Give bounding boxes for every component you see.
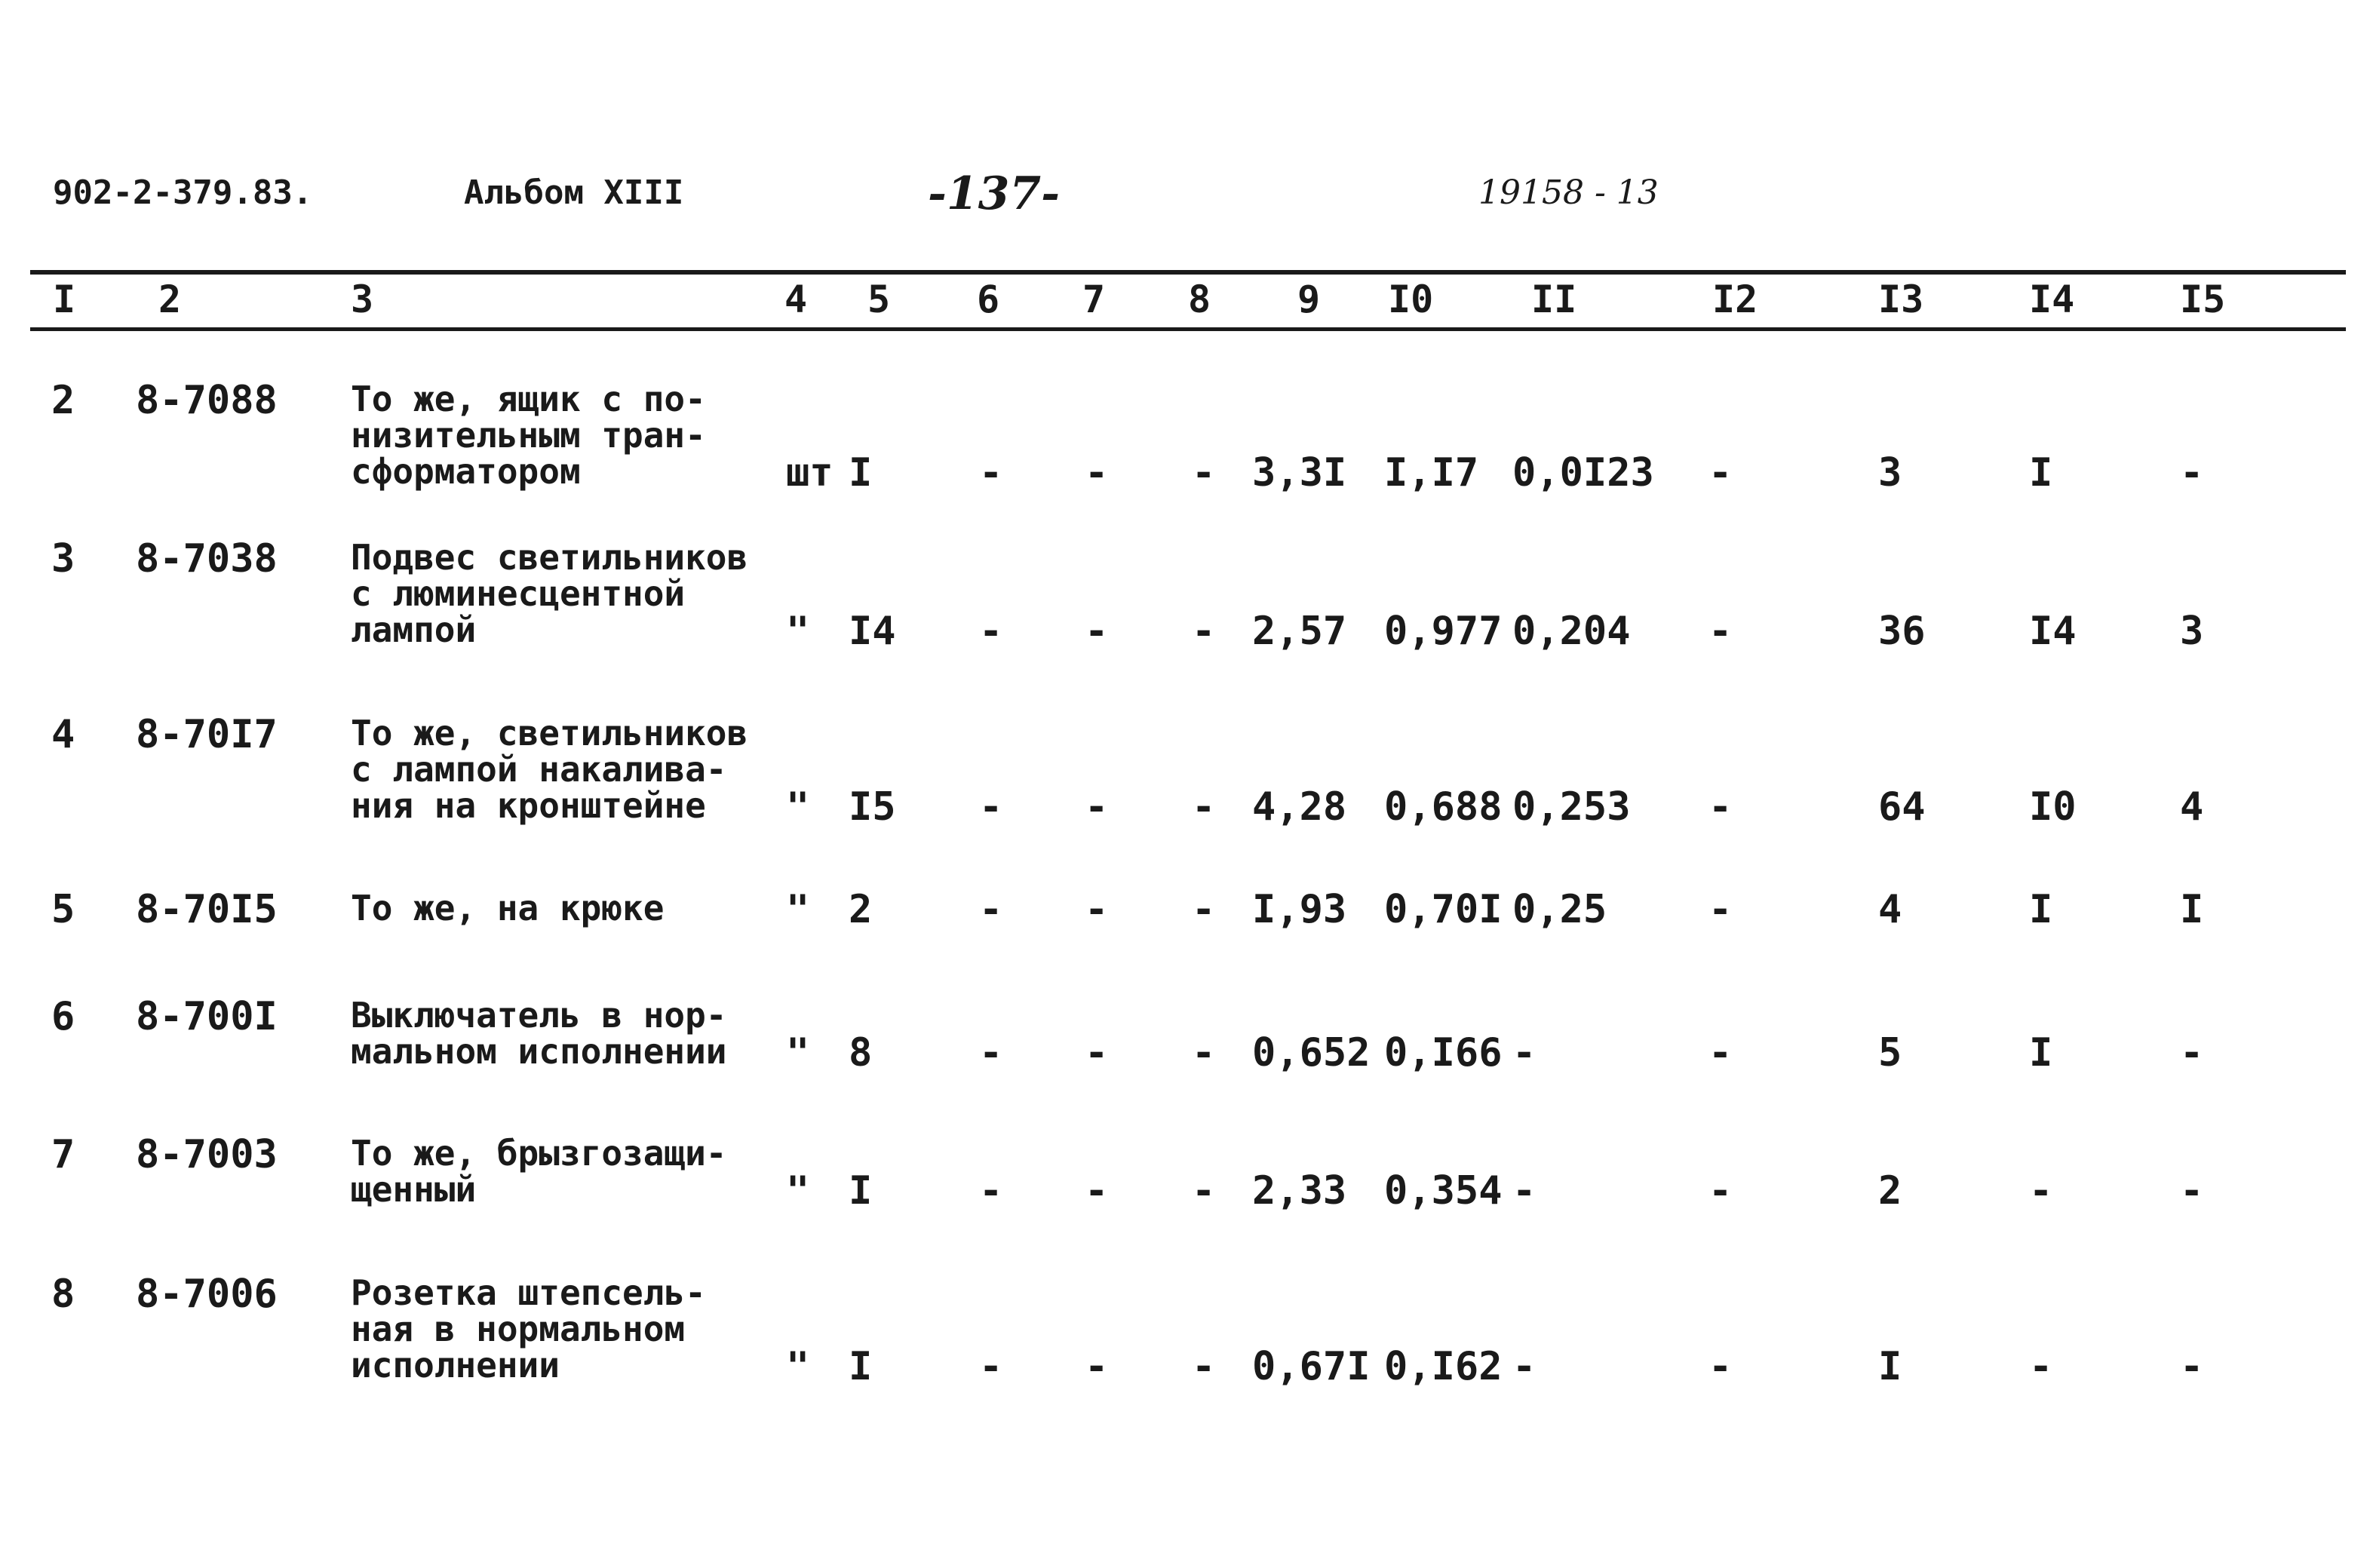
item-description: [351, 715, 748, 824]
item-code: 8-7038: [136, 536, 278, 581]
value-c8: -: [1192, 1168, 1216, 1214]
description-line: с люминесцентной: [351, 573, 686, 614]
value-c12: -: [1708, 784, 1733, 830]
description-line: То же, ящик с по-: [351, 379, 706, 419]
description-line: ная в нормальном: [351, 1309, 686, 1349]
value-c12: -: [1708, 450, 1733, 496]
value-c7: -: [1085, 1030, 1109, 1076]
quantity: I: [849, 1168, 873, 1214]
value-c14: I4: [2029, 609, 2077, 654]
column-header-5: 5: [867, 278, 891, 321]
quantity: I: [849, 450, 873, 496]
value-c11: 0,25: [1512, 887, 1607, 932]
row-number: 8: [51, 1272, 75, 1317]
row-number: 4: [51, 712, 75, 757]
value-c7: -: [1085, 450, 1109, 496]
album-title: Альбом XIII: [464, 173, 684, 212]
value-c11: 0,204: [1512, 609, 1631, 654]
value-c10: 0,I66: [1384, 1030, 1503, 1076]
column-header-4: 4: [784, 278, 808, 321]
description-line: Подвес светильников: [351, 537, 748, 578]
value-c12: -: [1708, 609, 1733, 654]
value-c13: 4: [1878, 887, 1902, 932]
value-c6: -: [979, 887, 1003, 932]
unit: ": [786, 887, 810, 932]
unit: ": [786, 1168, 810, 1214]
value-c8: -: [1192, 1344, 1216, 1389]
value-c15: 3: [2180, 609, 2204, 654]
value-c13: 2: [1878, 1168, 1902, 1214]
value-c13: 5: [1878, 1030, 1902, 1076]
value-c9: 0,67I: [1252, 1344, 1371, 1389]
unit: ": [786, 609, 810, 654]
value-c9: 2,57: [1252, 609, 1347, 654]
quantity: 8: [849, 1030, 873, 1076]
item-description: [351, 890, 664, 926]
column-header-2: 2: [158, 278, 182, 321]
value-c14: I0: [2029, 784, 2077, 830]
value-c10: 0,70I: [1384, 887, 1503, 932]
item-code: 8-7006: [136, 1272, 278, 1317]
value-c10: 0,977: [1384, 609, 1503, 654]
value-c7: -: [1085, 1168, 1109, 1214]
value-c11: 0,253: [1512, 784, 1631, 830]
value-c6: -: [979, 1030, 1003, 1076]
description-line: исполнении: [351, 1345, 560, 1385]
value-c8: -: [1192, 450, 1216, 496]
value-c14: -: [2029, 1344, 2053, 1389]
item-description: [351, 539, 748, 648]
value-c15: -: [2180, 1168, 2204, 1214]
value-c15: -: [2180, 450, 2204, 496]
value-c12: -: [1708, 1168, 1733, 1214]
page-number: -137-: [928, 167, 1061, 220]
unit: шт: [786, 450, 833, 496]
item-code: 8-70I5: [136, 887, 278, 932]
column-header-3: 3: [351, 278, 374, 321]
value-c7: -: [1085, 784, 1109, 830]
value-c13: 3: [1878, 450, 1902, 496]
item-description: [351, 995, 727, 1072]
value-c10: 0,688: [1384, 784, 1503, 830]
row-number: 2: [51, 378, 75, 423]
description-line: щенный: [351, 1169, 477, 1210]
column-header-14: I4: [2029, 278, 2075, 321]
value-c9: 4,28: [1252, 784, 1347, 830]
description-line: низительным тран-: [351, 415, 706, 456]
column-header-13: I3: [1878, 278, 1924, 321]
description-line: ния на кронштейне: [351, 785, 706, 826]
value-c15: -: [2180, 1030, 2204, 1076]
description-line: лампой: [351, 609, 477, 650]
table-top-rule: [30, 270, 2346, 275]
value-c7: -: [1085, 609, 1109, 654]
value-c8: -: [1192, 1030, 1216, 1076]
item-code: 8-7003: [136, 1132, 278, 1177]
value-c15: 4: [2180, 784, 2204, 830]
item-code: 8-7088: [136, 378, 278, 423]
doc-number: 902-2-379.83.: [53, 173, 313, 212]
value-c6: -: [979, 1168, 1003, 1214]
item-description: [351, 379, 706, 492]
item-code: 8-700I: [136, 994, 278, 1039]
value-c13: 36: [1878, 609, 1926, 654]
item-description: [351, 1133, 727, 1210]
value-c12: -: [1708, 887, 1733, 932]
value-c12: -: [1708, 1344, 1733, 1389]
value-c10: 0,I62: [1384, 1344, 1503, 1389]
value-c9: 2,33: [1252, 1168, 1347, 1214]
description-line: сформатором: [351, 451, 581, 492]
value-c8: -: [1192, 887, 1216, 932]
value-c7: -: [1085, 1344, 1109, 1389]
column-header-6: 6: [977, 278, 1000, 321]
value-c15: I: [2180, 887, 2204, 932]
value-c8: -: [1192, 609, 1216, 654]
item-code: 8-70I7: [136, 712, 278, 757]
column-header-8: 8: [1188, 278, 1211, 321]
value-c9: 0,652: [1252, 1030, 1371, 1076]
row-number: 5: [51, 887, 75, 932]
column-header-10: I0: [1388, 278, 1434, 321]
column-header-9: 9: [1297, 278, 1321, 321]
value-c15: -: [2180, 1344, 2204, 1389]
value-c10: I,I7: [1384, 450, 1479, 496]
value-c14: I: [2029, 450, 2053, 496]
value-c13: I: [1878, 1344, 1902, 1389]
quantity: I5: [849, 784, 896, 830]
description-line: То же, на крюке: [351, 888, 665, 928]
value-c7: -: [1085, 887, 1109, 932]
unit: ": [786, 784, 810, 830]
column-header-1: I: [53, 278, 76, 321]
row-number: 6: [51, 994, 75, 1039]
value-c12: -: [1708, 1030, 1733, 1076]
value-c11: -: [1512, 1030, 1537, 1076]
registration-number: 19158 - 13: [1478, 173, 1659, 212]
item-description: [351, 1272, 706, 1385]
value-c11: 0,0I23: [1512, 450, 1654, 496]
column-header-15: I5: [2180, 278, 2226, 321]
value-c6: -: [979, 450, 1003, 496]
value-c9: I,93: [1252, 887, 1347, 932]
value-c14: -: [2029, 1168, 2053, 1214]
quantity: I: [849, 1344, 873, 1389]
value-c8: -: [1192, 784, 1216, 830]
description-line: То же, брызгозащи-: [351, 1133, 727, 1174]
column-header-12: I2: [1712, 278, 1758, 321]
row-number: 7: [51, 1132, 75, 1177]
row-number: 3: [51, 536, 75, 581]
quantity: 2: [849, 887, 873, 932]
value-c6: -: [979, 609, 1003, 654]
value-c14: I: [2029, 887, 2053, 932]
description-line: То же, светильников: [351, 713, 748, 753]
quantity: I4: [849, 609, 896, 654]
value-c6: -: [979, 1344, 1003, 1389]
value-c6: -: [979, 784, 1003, 830]
value-c14: I: [2029, 1030, 2053, 1076]
value-c10: 0,354: [1384, 1168, 1503, 1214]
column-header-7: 7: [1082, 278, 1106, 321]
value-c9: 3,3I: [1252, 450, 1347, 496]
description-line: мальном исполнении: [351, 1031, 727, 1072]
column-header-11: II: [1531, 278, 1577, 321]
description-line: Розетка штепсель-: [351, 1272, 706, 1313]
value-c13: 64: [1878, 784, 1926, 830]
table-header-rule: [30, 327, 2346, 331]
unit: ": [786, 1344, 810, 1389]
value-c11: -: [1512, 1344, 1537, 1389]
description-line: Выключатель в нор-: [351, 995, 727, 1036]
unit: ": [786, 1030, 810, 1076]
description-line: с лампой накалива-: [351, 749, 727, 790]
value-c11: -: [1512, 1168, 1537, 1214]
